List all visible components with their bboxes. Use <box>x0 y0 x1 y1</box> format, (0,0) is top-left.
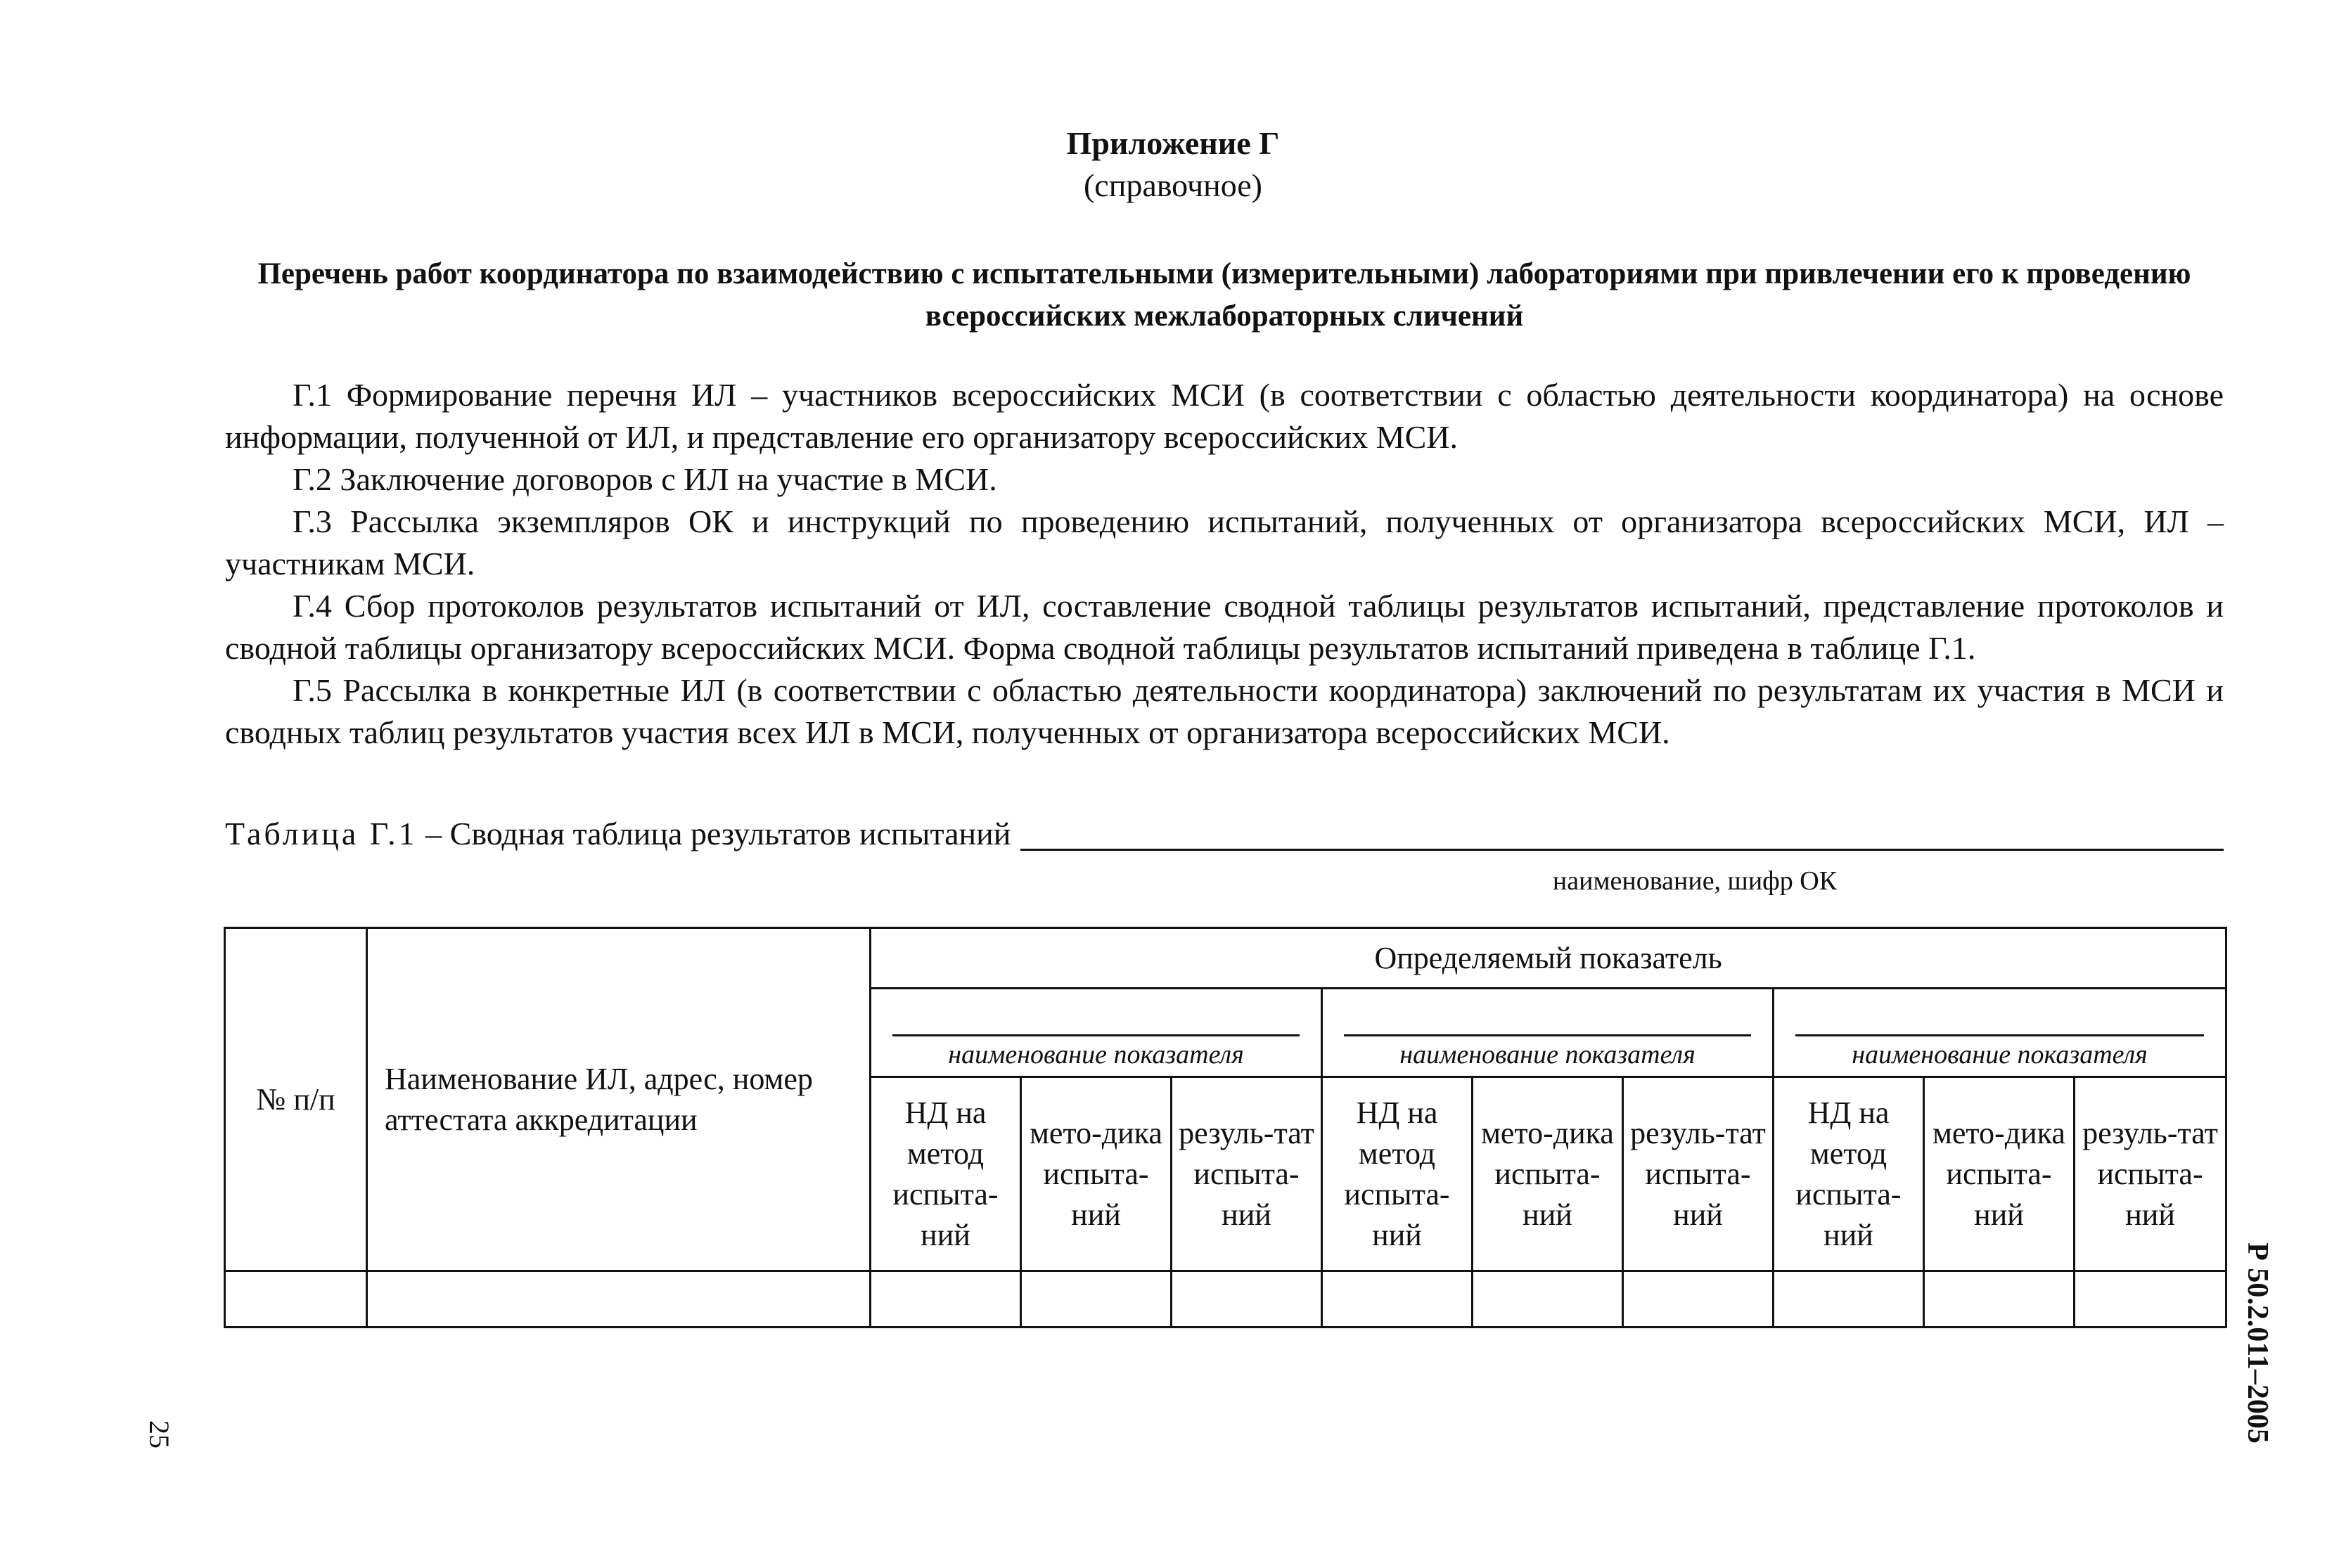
sub-result-header: резуль-тат испыта-ний <box>1623 1077 1774 1271</box>
table-row <box>225 1271 2226 1328</box>
table-caption-text: – Сводная таблица результатов испытаний <box>425 816 1011 852</box>
paragraph-g1: Г.1 Формирование перечня ИЛ – участников всероссийских МСИ (в соответствии с областью деятельности координатора) на основе информации, полученной от ИЛ, и представление его организатору всероссийских МСИ. <box>225 377 2224 455</box>
sub-method-header: мето-дика испыта-ний <box>1473 1077 1623 1271</box>
table-cell <box>1021 1271 1172 1328</box>
appendix-title: Приложение Г <box>1066 125 1280 161</box>
sub-result-header: резуль-тат испыта-ний <box>2075 1077 2226 1271</box>
indicator-name-cell <box>871 989 1322 1077</box>
table-cell <box>1322 1271 1473 1328</box>
paragraph-g4: Г.4 Сбор протоколов результатов испытаний от ИЛ, составление сводной таблицы результатов испытаний, представление протоколов и сводной таблицы организатору всероссийских МСИ. Форма сводной таблицы результатов испытаний приведена в таблице Г.1. <box>225 588 2224 666</box>
col-organization-header: Наименование ИЛ, адрес, номер аттестата аккредитации <box>367 928 871 1271</box>
table-caption <box>225 813 2224 855</box>
table-cell <box>2075 1271 2226 1328</box>
indicator-name-cell <box>1774 989 2226 1077</box>
paragraph-g2: Г.2 Заключение договоров с ИЛ на участие в МСИ. <box>293 461 997 497</box>
group-header-indicator: Определяемый показатель <box>871 928 2226 989</box>
table-cell <box>367 1271 871 1328</box>
sub-method-header: мето-дика испыта-ний <box>1021 1077 1172 1271</box>
sub-nd-header: НД на метод испыта-ний <box>1322 1077 1473 1271</box>
list-title: Перечень работ координатора по взаимодействию с испытательными (измерительными) лабораториями при привлечении его к проведению всероссийских межлабораторных сличений <box>257 257 2191 333</box>
appendix-type: (справочное) <box>1083 167 1263 203</box>
sub-nd-header: НД на метод испыта-ний <box>1774 1077 1924 1271</box>
sub-method-header: мето-дика испыта-ний <box>1924 1077 2075 1271</box>
sub-result-header: резуль-тат испыта-ний <box>1172 1077 1322 1271</box>
sub-nd-header: НД на метод испыта-ний <box>871 1077 1021 1271</box>
body-text <box>225 374 2224 754</box>
table-header-row <box>225 928 2226 989</box>
paragraph-g3: Г.3 Рассылка экземпляров ОК и инструкций по проведению испытаний, полученных от организатора всероссийских МСИ, ИЛ – участникам МСИ. <box>225 503 2224 581</box>
table-caption-label: Таблица Г.1 <box>225 816 418 852</box>
indicator-name-3: наименование показателя <box>1795 1034 2204 1073</box>
table-cell <box>225 1271 367 1328</box>
table-caption-hint: наименование, шифр ОК <box>1552 866 1838 896</box>
table-cell <box>1172 1271 1322 1328</box>
table-cell <box>1924 1271 2075 1328</box>
paragraph-g5: Г.5 Рассылка в конкретные ИЛ (в соответствии с областью деятельности координатора) заключений по результатам их участия в МСИ и сводных таблиц результатов участия всех ИЛ в МСИ, полученных от организатора всероссийских МСИ. <box>225 672 2224 750</box>
table-cell <box>1623 1271 1774 1328</box>
indicator-name-1: наименование показателя <box>892 1034 1300 1073</box>
document-code: Р 50.2.011–2005 <box>2241 1242 2274 1444</box>
table-cell <box>871 1271 1021 1328</box>
table-cell <box>1774 1271 1924 1328</box>
table-cell <box>1473 1271 1623 1328</box>
results-summary-table <box>224 927 2227 1328</box>
indicator-name-cell <box>1322 989 1774 1077</box>
col-number-header: № п/п <box>225 928 367 1271</box>
fill-in-line <box>1020 849 2224 851</box>
indicator-name-2: наименование показателя <box>1344 1034 1751 1073</box>
page-number: 25 <box>143 1420 175 1448</box>
